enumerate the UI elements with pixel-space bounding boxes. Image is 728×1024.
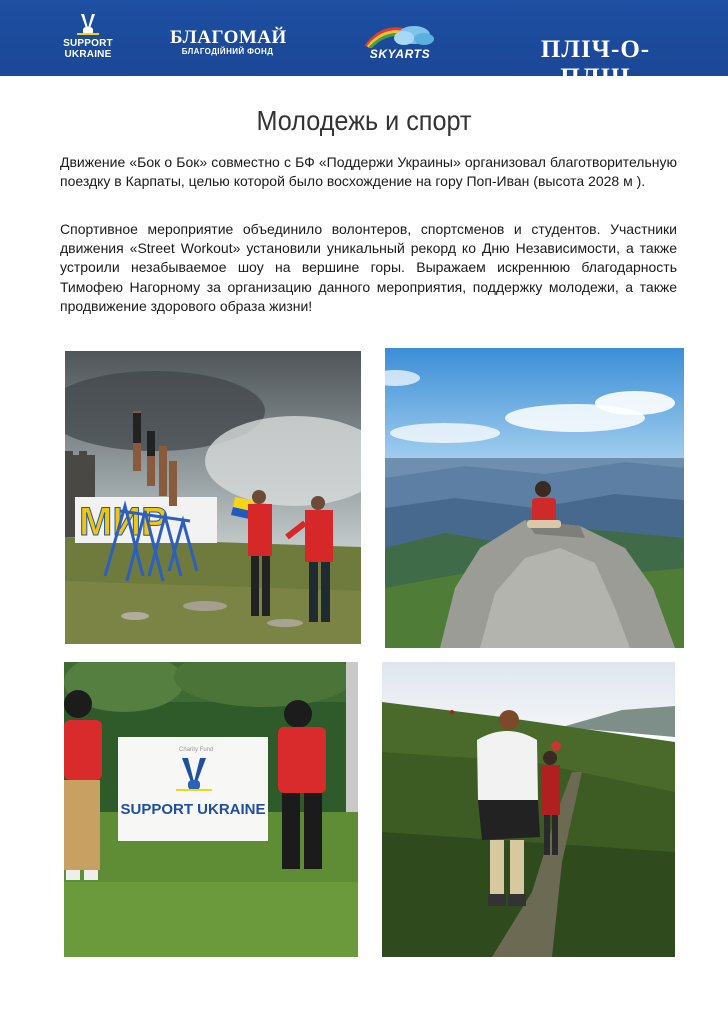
blagomai-logo bbox=[170, 28, 285, 57]
photo-hiking-trail bbox=[382, 662, 675, 957]
paragraph-trip: Движение «Бок о Бок» совместно с БФ «Поддержи Украины» организовал благотворительную поездку в Карпаты, целью которой было восхождение на гору Поп-Иван (высота 2028 м ). bbox=[60, 154, 677, 190]
blagomai-logo-text: БЛАГОМАЙ bbox=[170, 27, 287, 48]
photo-support-banner bbox=[64, 662, 358, 957]
blagomai-logo-subtext: БЛАГОДІЙНИЙ ФОНД bbox=[181, 47, 274, 56]
v-sign-icon bbox=[73, 12, 103, 36]
page-title: Молодежь и спорт bbox=[256, 105, 472, 136]
skyarts-logo bbox=[358, 20, 442, 61]
sign-text: МИР bbox=[79, 500, 168, 544]
skyarts-logo-text: SKYARTS bbox=[369, 47, 431, 61]
photo-street-workout bbox=[65, 351, 361, 644]
header-banner bbox=[0, 0, 728, 91]
support-ukraine-logo bbox=[58, 12, 118, 60]
support-ukraine-logo-text: SUPPORT UKRAINE bbox=[63, 38, 113, 60]
photo-mountain-rock bbox=[385, 348, 684, 648]
banner-small-text: Charity Fund bbox=[179, 747, 214, 753]
plich-o-plich-logo: ПЛІЧ-О-ПЛІЧ bbox=[540, 36, 651, 91]
paragraph-event: Спортивное мероприятие объединило волонтеров, спортсменов и студентов. Участники движения «Street Workout» установили уникальный рекорд ко Дню Независимости, а также устроили незабываемое шоу на вершине горы. Выражаем искреннюю благодарность Тимофею Нагорному за организацию данного мероприятия, поддержку молодежи, а также продвижение здорового образа жизни! bbox=[60, 221, 677, 314]
banner-text: SUPPORT UKRAINE bbox=[120, 801, 266, 818]
skyarts-rainbow-icon bbox=[362, 20, 438, 48]
